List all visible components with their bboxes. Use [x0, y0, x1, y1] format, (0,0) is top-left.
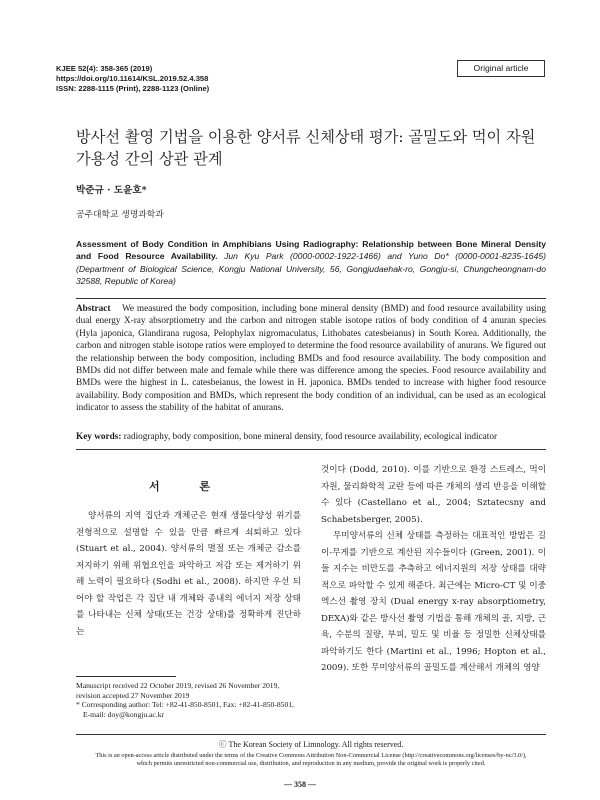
section-heading-introduction: 서 론 [148, 480, 229, 493]
page-number: — 358 — [284, 780, 316, 789]
keywords-label: Key words: [76, 432, 122, 442]
english-title: Assessment of Body Condition in Amphibians Using Radiography: Relationship between Bone Mineral Density and Food Resource Availability. [76, 239, 546, 262]
journal-citation: KJEE 52(4): 358-365 (2019) [56, 64, 153, 73]
abstract-text: We measured the body composition, including bone mineral density (BMD) and food resource availability using dual energy X-ray absorptiometry and the carbon and nitrogen stable isotope ratios of body condition of 4 anuran species (Hyla japonica, Glandirana rugosa, Pelophylax nigromaculatus, Lithobates catesbeianus) in South Korea. Additionally, the carbon and nitrogen stable isotope ratios were employed to determine the food resource availability of anurans. We figured out the relationship between the body composition, including BMDs and food resource availability. The body composition and BMDs did not differ between male and female while there was difference among the species. Food resource availability and BMDs were the highest in L. catesbeianus, the lowest in H. japonica. BMDs tended to increase with higher food resource availability. Body composition and BMDs, which represent the body condition of an individual, can be used as an ecological indicator to assess the stability of the habitat of anurans. [76, 304, 547, 414]
korean-title: 방사선 촬영 기법을 이용한 양서류 신체상태 평가: 골밀도와 먹이 자원 가용성 간의 상관 관계 [76, 128, 536, 168]
english-affiliation: (Department of Biological Science, Kongju National University, 56, Gongjudaehak-ro, Gongju-si, Chungcheongnam-do 32588, Republic of Korea) [76, 263, 546, 286]
footnote-email[interactable]: E-mail: doy@kongju.ac.kr [83, 709, 165, 719]
doi-link[interactable]: https://doi.org/10.11614/KSL.2019.52.4.358 [56, 74, 209, 83]
english-title-block [76, 238, 546, 287]
license-line: This is an open-access article distributed under the terms of the Creative Commons Attribution Non-Commercial License (http://creativecommons.org/licenses/by-nc/3.0/), [95, 752, 527, 759]
english-authors: Jun Kyu Park (0000-0002-1922-1466) and Yuno Do* (0000-0001-8235-1645) [217, 251, 546, 262]
article-type-badge: Original article [457, 60, 545, 77]
abstract [76, 303, 546, 415]
abstract-bottom-rule [76, 449, 546, 450]
footnote-accepted: revision accepted 27 November 2019 [76, 690, 190, 700]
copyright: ⓒ The Korean Society of Limnology. All rights reserved. [218, 740, 404, 749]
issn: ISSN: 2288-1115 (Print), 2288-1123 (Online) [56, 84, 210, 93]
korean-affiliation: 공주대학교 생명과학과 [76, 210, 164, 220]
footnote-received: Manuscript received 22 October 2019, revised 26 November 2019, [76, 681, 280, 690]
license-notice [56, 752, 566, 768]
abstract-top-rule [76, 298, 546, 299]
license-line: which permits unrestricted non-commercial use, distribution, and reproduction in any medium, provide the original work is properly cited. [136, 760, 486, 768]
footnote-corresponding: * Corresponding author: Tel: +82-41-850-8501, Fax: +82-41-850-8501, [76, 700, 294, 710]
paragraph: 무미양서류의 신체 상태를 측정하는 대표적인 방법은 길이-무게를 기반으로 계산된 지수들이다 (Green, 2001). 이들 지수는 비만도를 추측하고 에너지원의 저장 상태를 대략적으로 파악할 수 있게 해준다. 최근에는 Micro-CT 및 이중 엑스선 촬영 장치 (Dual energy x-ray absorptiometry, DEXA)와 같은 방사선 촬영 기법을 통해 개체의 골, 지방, 근육, 수분의 질량, 부피, 밀도 및 비율 등 정밀한 신체상태를 파악하기도 한다 (Martini et al., 1996; Hopton et al., 2009). 또한 무미양서류의 골밀도를 계산해서 개체의 영양 [321, 531, 546, 673]
footnote [76, 681, 306, 719]
abstract-label: Abstract [76, 304, 111, 314]
body-column-right [321, 462, 546, 677]
footer-rule [76, 734, 546, 735]
body-column-left [76, 508, 301, 640]
journal-info [56, 64, 209, 94]
korean-authors: 박준규 · 도윤호* [76, 185, 147, 196]
keywords-text: radiography, body composition, bone mineral density, food resource availability, ecological indicator [121, 432, 498, 442]
paragraph: 것이다 (Dodd, 2010). 이를 기반으로 환경 스트레스, 먹이자원, 물리화학적 교란 등에 따른 개체의 생리 반응을 이해할 수 있다 (Castellano et al., 2004; Sztatecsny and Schabetsberger, 2005). [321, 465, 546, 525]
footnote-rule [76, 676, 176, 677]
keywords [76, 432, 546, 442]
paragraph: 양서류의 지역 집단과 개체군은 현재 생물다양성 위기를 전형적으로 설명할 수 있을 만큼 빠르게 쇠퇴하고 있다 (Stuart et al., 2004). 양서류의 멸절 또는 개체군 감소를 저지하기 위해 위협요인을 파악하고 저감 또는 제거하기 위해 노력이 필요하다 (Sodhi et al., 2008). 하지만 우선 되어야 할 작업은 각 집단 내 개체와 종내의 에너지 저장 상태를 나타내는 신체 상태(또는 건강 상태)를 정확하게 진단하는 [76, 511, 301, 637]
